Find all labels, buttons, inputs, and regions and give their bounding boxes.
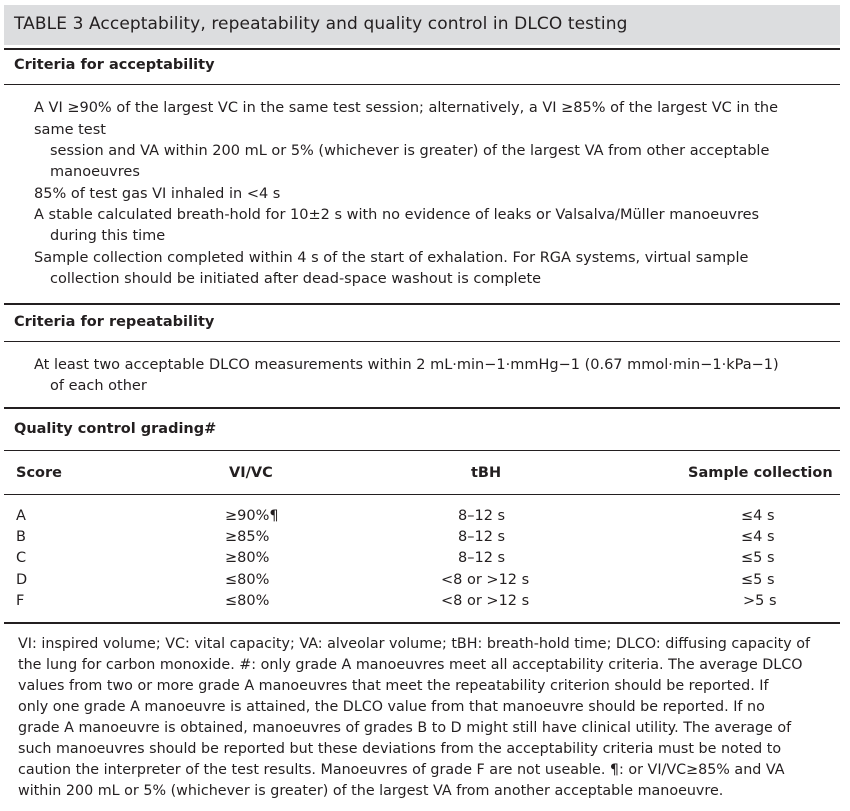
divider	[4, 84, 840, 85]
score-cell: A	[16, 508, 26, 524]
acceptability-line: A VI ≥90% of the largest VC in the same test session; alternatively, a VI ≥85% of the largest VC in the	[34, 100, 779, 116]
table-title: TABLE 3 Acceptability, repeatability and quality control in DLCO testing	[14, 14, 628, 34]
divider	[4, 622, 840, 624]
column-header-tbh: tBH	[471, 465, 502, 481]
acceptability-line: manoeuvres	[50, 164, 140, 180]
sample-cell: ≤5 s	[741, 572, 775, 588]
acceptability-line: Sample collection completed within 4 s of the start of exhalation. For RGA systems, virtual sample	[34, 250, 749, 266]
sample-cell: ≤4 s	[741, 529, 775, 545]
divider	[4, 407, 840, 409]
column-header-sample-collection: Sample collection	[688, 465, 833, 481]
footnote-line: caution the interpreter of the test results. Manoeuvres of grade F are not useable. ¶: or VI/VC≥85% and VA	[18, 762, 785, 778]
tbh-cell: <8 or >12 s	[441, 572, 530, 588]
acceptability-line: 85% of test gas VI inhaled in <4 s	[34, 186, 281, 202]
footnote-line: VI: inspired volume; VC: vital capacity; VA: alveolar volume; tBH: breath-hold time; DLCO: diffusing capacity of	[18, 636, 810, 652]
acceptability-line: session and VA within 200 mL or 5% (whichever is greater) of the largest VA from other acceptable	[50, 143, 770, 159]
vivc-cell: ≥90%¶	[225, 508, 279, 524]
footnote-line: values from two or more grade A manoeuvres that meet the repeatability criterion should be reported. If	[18, 678, 769, 694]
footnote-line: grade A manoeuvre is obtained, manoeuvres of grades B to D might still have clinical utility. The average of	[18, 720, 792, 736]
score-cell: B	[16, 529, 26, 545]
tbh-cell: 8–12 s	[458, 508, 506, 524]
tbh-cell: 8–12 s	[458, 550, 506, 566]
column-header-vivc: VI/VC	[229, 465, 273, 481]
score-cell: D	[16, 572, 28, 588]
divider	[4, 48, 840, 50]
acceptability-line: during this time	[50, 228, 166, 244]
tbh-cell: <8 or >12 s	[441, 593, 530, 609]
score-cell: F	[16, 593, 25, 609]
repeatability-line: of each other	[50, 378, 147, 394]
footnote-line: within 200 mL or 5% (whichever is greater) of the largest VA from another acceptable manoeuvre.	[18, 783, 724, 799]
sample-cell: ≤5 s	[741, 550, 775, 566]
divider	[4, 494, 840, 495]
table-title-bar	[4, 5, 840, 45]
vivc-cell: ≤80%	[225, 572, 270, 588]
tbh-cell: 8–12 s	[458, 529, 506, 545]
vivc-cell: ≥80%	[225, 550, 270, 566]
score-cell: C	[16, 550, 27, 566]
grading-heading: Quality control grading#	[14, 421, 217, 437]
footnote-line: the lung for carbon monoxide. #: only grade A manoeuvres meet all acceptability criteria. The average DLCO	[18, 657, 803, 673]
divider	[4, 450, 840, 451]
acceptability-line: A stable calculated breath-hold for 10±2 s with no evidence of leaks or Valsalva/Müller manoeuvres	[34, 207, 760, 223]
sample-cell: >5 s	[743, 593, 777, 609]
acceptability-line: collection should be initiated after dead-space washout is complete	[50, 271, 542, 287]
repeatability-line: At least two acceptable DLCO measurements within 2 mL·min−1·mmHg−1 (0.67 mmol·min−1·kPa−1)	[34, 357, 779, 373]
sample-cell: ≤4 s	[741, 508, 775, 524]
acceptability-heading: Criteria for acceptability	[14, 57, 215, 73]
repeatability-heading: Criteria for repeatability	[14, 314, 215, 330]
vivc-cell: ≥85%	[225, 529, 270, 545]
divider	[4, 303, 840, 305]
column-header-score: Score	[16, 465, 62, 481]
divider	[4, 341, 840, 342]
footnote-line: such manoeuvres should be reported but these deviations from the acceptability criteria must be noted to	[18, 741, 782, 757]
footnote-line: only one grade A manoeuvre is attained, the DLCO value from that manoeuvre should be reported. If no	[18, 699, 765, 715]
acceptability-line: same test	[34, 122, 106, 138]
vivc-cell: ≤80%	[225, 593, 270, 609]
